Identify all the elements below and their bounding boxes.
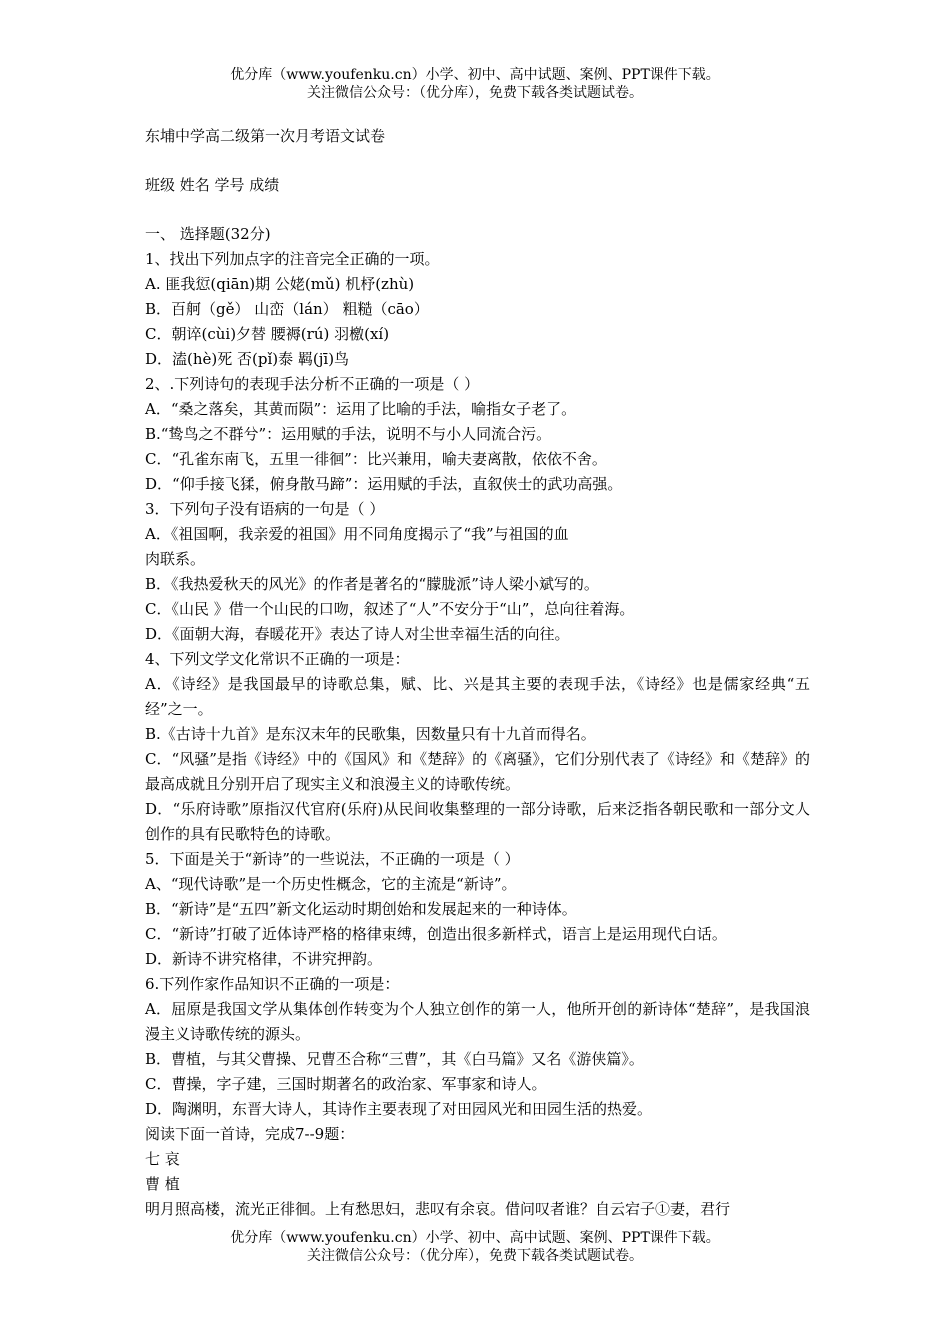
question-6-option-b: B．曹植，与其父曹操、兄曹丕合称“三曹”，其《白马篇》又名《游侠篇》。 xyxy=(145,1050,644,1068)
question-4-option-c: C．“风骚”是指《诗经》中的《国风》和《楚辞》的《离骚》，它们分别代表了《诗经》和《楚辞》的最高成就且分别开启了现实主义和浪漫主义的诗歌传统。 xyxy=(145,750,810,793)
page-header xyxy=(0,66,950,102)
question-1-option-b: B．百舸（gě） 山峦（lán） 粗糙（cāo） xyxy=(145,300,429,318)
question-6-option-d: D．陶渊明，东晋大诗人，其诗作主要表现了对田园风光和田园生活的热爱。 xyxy=(145,1100,653,1118)
question-3-stem: 3．下列句子没有语病的一句是（ ） xyxy=(145,500,385,518)
question-2-option-c: C．“孔雀东南飞，五里一徘徊”：比兴兼用，喻夫妻离散，依依不舍。 xyxy=(145,450,607,468)
question-2-option-a: A．“桑之落矣，其黄而陨”：运用了比喻的手法，喻指女子老了。 xyxy=(145,400,577,418)
question-1-option-d: D．溘(hè)死 否(pǐ)泰 羁(jī)鸟 xyxy=(145,350,350,368)
question-3-option-a-line-2: 肉联系。 xyxy=(145,550,206,568)
question-1-option-a: A. 匪我愆(qiān)期 公姥(mǔ) 机杼(zhù) xyxy=(145,275,415,293)
poem-author: 曹 植 xyxy=(145,1175,180,1193)
question-6-option-c: C．曹操，字子建，三国时期著名的政治家、军事家和诗人。 xyxy=(145,1075,547,1093)
question-5-stem: 5．下面是关于“新诗”的一些说法，不正确的一项是（ ） xyxy=(145,850,520,868)
question-3-option-c: C．《山民 》借一个山民的口吻，叙述了“人”不安分于“山”，总向往着海。 xyxy=(145,600,635,618)
question-5-option-c: C．“新诗”打破了近体诗严格的格律束缚，创造出很多新样式，语言上是运用现代白话。 xyxy=(145,925,727,943)
question-4-stem: 4、下列文学文化常识不正确的一项是： xyxy=(145,650,410,668)
question-6-option-a: A．屈原是我国文学从集体创作转变为个人独立创作的第一人，他所开创的新诗体“楚辞”，是我国浪漫主义诗歌传统的源头。 xyxy=(145,1000,810,1043)
student-info-line: 班级 姓名 学号 成绩 xyxy=(145,176,280,194)
question-3-option-b: B．《我热爱秋天的风光》的作者是著名的“朦胧派”诗人梁小斌写的。 xyxy=(145,575,599,593)
question-2-option-b: B.“鸷鸟之不群兮”：运用赋的手法，说明不与小人同流合污。 xyxy=(145,425,552,443)
header-line-2: 关注微信公众号：（优分库），免费下载各类试题试卷。 xyxy=(307,85,643,101)
page-footer xyxy=(0,1229,950,1265)
question-2-stem: 2、.下列诗句的表现手法分析不正确的一项是（ ） xyxy=(145,375,480,393)
question-3-option-a-line-1: A．《祖国啊，我亲爱的祖国》用不同角度揭示了“我”与祖国的血 xyxy=(145,525,569,543)
reading-intro: 阅读下面一首诗，完成7--9题： xyxy=(145,1125,355,1143)
footer-line-1: 优分库（www.youfenku.cn）小学、初中、高中试题、案例、PPT课件下载。 xyxy=(230,1230,720,1246)
question-2-option-d: D．“仰手接飞猱，俯身散马蹄”：运用赋的手法，直叙侠士的武功高强。 xyxy=(145,475,623,493)
exam-title: 东埔中学高二级第一次月考语文试卷 xyxy=(145,127,386,145)
question-5-option-b: B．“新诗”是“五四”新文化运动时期创始和发展起来的一种诗体。 xyxy=(145,900,577,918)
question-4-option-d: D．“乐府诗歌”原指汉代官府(乐府)从民间收集整理的一部分诗歌，后来泛指各朝民歌和一部分文人创作的具有民歌特色的诗歌。 xyxy=(145,800,810,843)
question-5-option-d: D．新诗不讲究格律，不讲究押韵。 xyxy=(145,950,383,968)
header-line-1: 优分库（www.youfenku.cn）小学、初中、高中试题、案例、PPT课件下载。 xyxy=(230,67,720,83)
footer-line-2: 关注微信公众号：（优分库），免费下载各类试题试卷。 xyxy=(307,1248,643,1264)
question-1-option-c: C．朝谇(cùi)夕替 腰褥(rú) 羽檄(xí) xyxy=(145,325,390,343)
question-4-option-b: B.《古诗十九首》是东汉末年的民歌集，因数量只有十九首而得名。 xyxy=(145,725,596,743)
question-3-option-d: D．《面朝大海，春暖花开》表达了诗人对尘世幸福生活的向往。 xyxy=(145,625,570,643)
question-5-option-a: A、“现代诗歌”是一个历史性概念，它的主流是“新诗”。 xyxy=(145,875,517,893)
section-heading: 一、 选择题(32分) xyxy=(145,225,271,243)
poem-line-1: 明月照高楼，流光正徘徊。上有愁思妇，悲叹有余哀。借问叹者谁？自云宕子①妻，君行 xyxy=(145,1200,731,1218)
question-6-stem: 6.下列作家作品知识不正确的一项是： xyxy=(145,975,400,993)
poem-title: 七 哀 xyxy=(145,1150,180,1168)
question-4-option-a: A．《诗经》是我国最早的诗歌总集，赋、比、兴是其主要的表现手法，《诗经》也是儒家经典“五经”之一。 xyxy=(145,675,810,718)
document-body xyxy=(145,124,810,1222)
question-1-stem: 1、找出下列加点字的注音完全正确的一项。 xyxy=(145,250,440,268)
